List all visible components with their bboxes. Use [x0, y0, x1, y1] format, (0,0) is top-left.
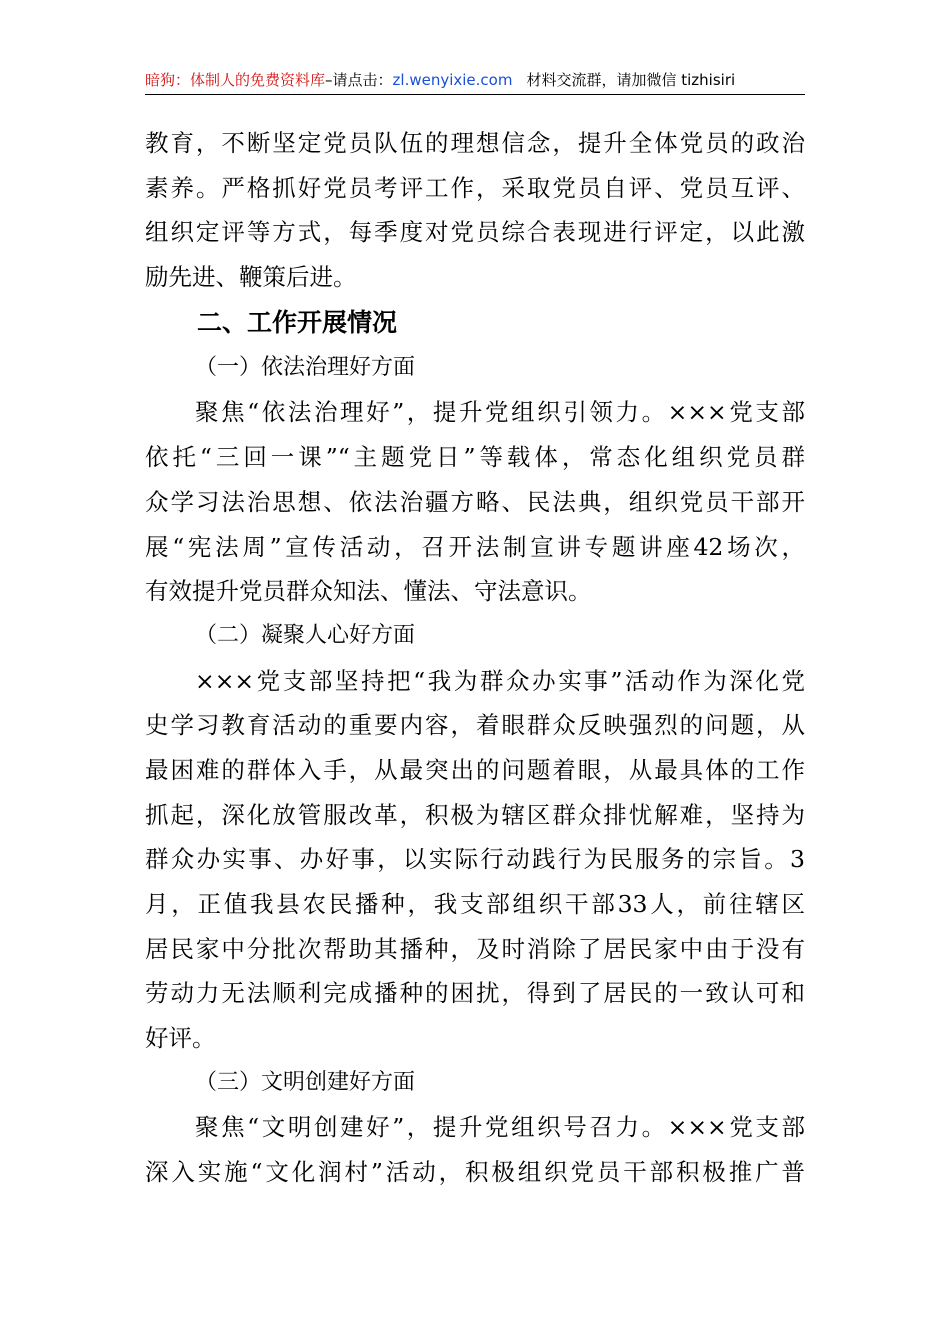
paragraph-line: 劳动力无法顺利完成播种的困扰，得到了居民的一致认可和: [145, 979, 805, 1008]
subsection-heading-3: （三）文明创建好方面: [195, 1069, 416, 1095]
intro-line: 教育，不断坚定党员队伍的理想信念，提升全体党员的政治: [145, 129, 805, 157]
paragraph-line: 有效提升党员群众知法、懂法、守法意识。: [145, 577, 592, 606]
paragraph-line: 居民家中分批次帮助其播种，及时消除了居民家中由于没有: [145, 934, 805, 963]
intro-line: 组织定评等方式，每季度对党员综合表现进行评定，以此激: [145, 218, 805, 247]
header-contact: 材料交流群，请加微信 tizhisiri: [526, 71, 736, 89]
paragraph-line: 依托“三回一课”“主题党日”等载体，常态化组织党员群: [145, 443, 805, 472]
paragraph-line: ×××党支部坚持把“我为群众办实事”活动作为深化党: [195, 666, 805, 695]
paragraph-line: 展“宪法周”宣传活动，召开法制宣讲专题讲座42场次，: [145, 532, 805, 561]
paragraph-line: 好评。: [145, 1024, 216, 1053]
header-divider: [145, 94, 805, 95]
paragraph-line: 众学习法治思想、依法治疆方略、民法典，组织党员干部开: [145, 487, 805, 516]
section-heading: 二、工作开展情况: [197, 307, 398, 337]
paragraph-line: 群众办实事、办好事，以实际行动践行为民服务的宗旨。3: [145, 845, 805, 874]
paragraph-line: 史学习教育活动的重要内容，着眼群众反映强烈的问题，从: [145, 711, 805, 740]
header-brand: 暗狗：体制人的免费资料库: [145, 71, 326, 89]
paragraph-line: 最困难的群体入手，从最突出的问题着眼，从最具体的工作: [145, 755, 805, 784]
intro-line: 素养。严格抓好党员考评工作，采取党员自评、党员互评、: [145, 173, 805, 202]
intro-line: 励先进、鞭策后进。: [145, 263, 357, 292]
page-header: [145, 67, 805, 93]
paragraph-line: 聚焦“文明创建好”，提升党组织号召力。×××党支部: [195, 1113, 805, 1142]
document-body: [145, 121, 805, 1195]
paragraph-line: 聚焦“依法治理好”，提升党组织引领力。×××党支部: [195, 398, 805, 427]
paragraph-line: 深入实施“文化润村”活动，积极组织党员干部积极推广普: [145, 1158, 805, 1187]
paragraph-line: 抓起，深化放管服改革，积极为辖区群众排忧解难，坚持为: [145, 800, 805, 829]
header-link-prefix: –请点击：: [325, 71, 393, 89]
paragraph-line: 月，正值我县农民播种，我支部组织干部33人，前往辖区: [145, 890, 805, 918]
header-link[interactable]: zl.wenyixie.com: [392, 71, 513, 89]
subsection-heading-2: （二）凝聚人心好方面: [195, 622, 416, 648]
subsection-heading-1: （一）依法治理好方面: [195, 354, 416, 380]
